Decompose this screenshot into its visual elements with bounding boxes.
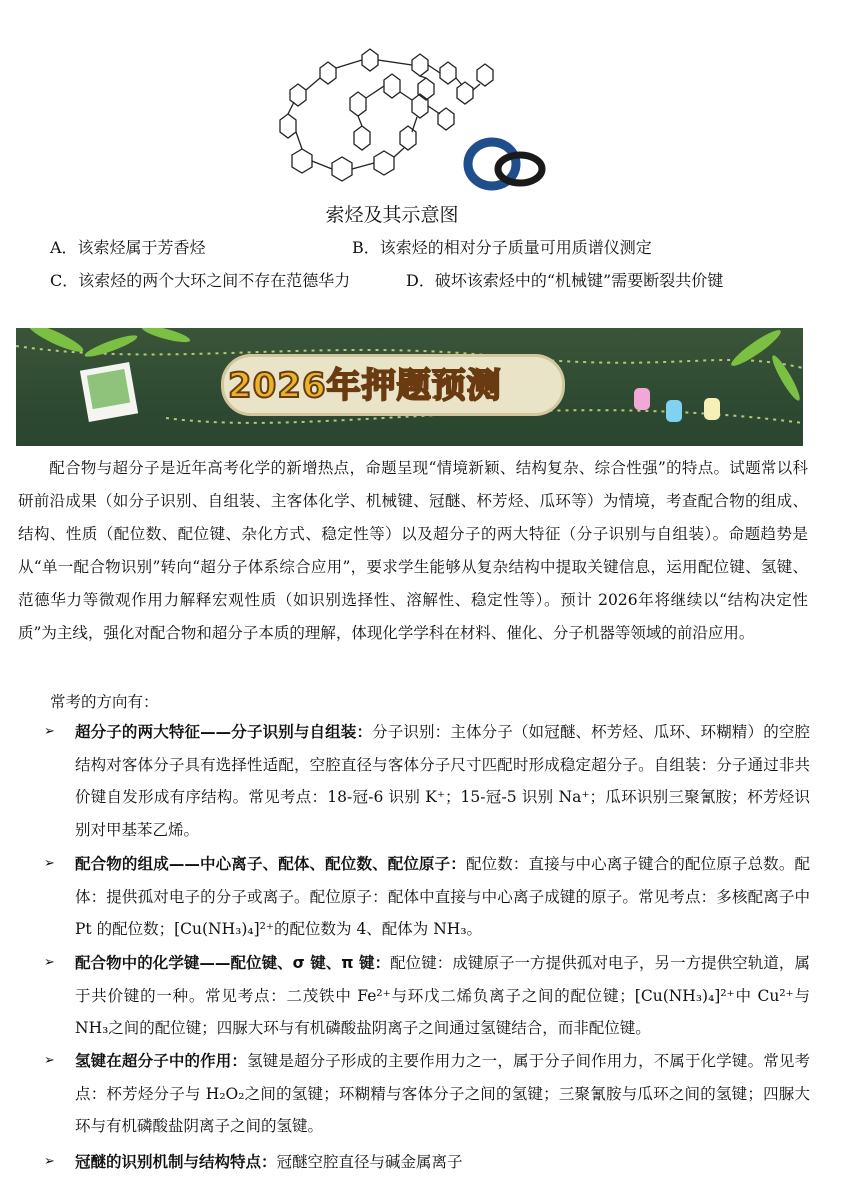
option-a: A．该索烃属于芳香烃 (50, 238, 206, 257)
bullet-title: 配合物中的化学键——配位键、σ 键、π 键： (75, 954, 391, 972)
bullet-text: 氢键是超分子形成的主要作用力之一，属于分子间作用力，不属于化学键。常见考点：杯芳烃分子与 H₂O₂之间的氢键；环糊精与客体分子之间的氢键；三聚氰胺与瓜环之间的氢键；四脲大环与有机磷酸盐阴离子之间的氢键。 (75, 1052, 810, 1135)
banner-title: 2026年押题预测 (228, 366, 502, 406)
bullet-title: 超分子的两大特征——分子识别与自组装： (75, 723, 373, 741)
list-item (44, 1146, 810, 1179)
bullet-text: 分子识别：主体分子（如冠醚、杯芳烃、瓜环、环糊精）的空腔结构对客体分子具有选择性适配，空腔直径与客体分子尺寸匹配时形成稳定超分子。自组装：分子通过非共价键自发形成有序结构。常见考点：18-冠-6 识别 K⁺；15-冠-5 识别 Na⁺；瓜环识别三聚氰胺；杯芳烃识别对甲基苯乙烯。 (75, 723, 810, 839)
list-item (44, 716, 810, 846)
bullet-title: 配合物的组成——中心离子、配体、配位数、配位原子： (75, 855, 466, 873)
prediction-banner (16, 328, 803, 446)
bullet-text: 冠醚空腔直径与碱金属离子 (276, 1153, 463, 1171)
bullet-title: 冠醚的识别机制与结构特点： (75, 1153, 277, 1171)
arrow-bullet-icon: ➢ (44, 856, 55, 871)
list-item (44, 947, 810, 1045)
intro-text: 配合物与超分子是近年高考化学的新增热点，命题呈现“情境新颖、结构复杂、综合性强”的特点。试题常以科研前沿成果（如分子识别、自组装、主客体化学、机械键、冠醚、杯芳烃、瓜环等）为情境，考查配合物的组成、结构、性质（配位数、配位键、杂化方式、稳定性等）以及超分子的两大特征（分子识别与自组装）。命题趋势是从“单一配合物识别”转向“超分子体系综合应用”，要求学生能够从复杂结构中提取关键信息，运用配位键、氢键、范德华力等微观作用力解释宏观性质（如识别选择性、溶解性、稳定性等）。预计 2026年将继续以“结构决定性质”为主线，强化对配合物和超分子本质的理解，体现化学学科在材料、催化、分子机器等领域的前沿应用。 (18, 459, 808, 642)
list-item (44, 1045, 810, 1143)
arrow-bullet-icon: ➢ (44, 1053, 55, 1068)
intro-paragraph (18, 452, 808, 650)
bullet-text: 配位数：直接与中心离子键合的配位原子总数。配体：提供孤对电子的分子或离子。配位原子：配体中直接与中心离子成键的原子。常见考点：多核配离子中 Pt 的配位数；[Cu(NH₃)₄]²⁺的配位数为 4、配体为 NH₃。 (75, 855, 810, 938)
figure-caption: 索烃及其示意图 (325, 204, 459, 226)
option-d: D．破坏该索烃中的“机械键”需要断裂共价键 (406, 271, 724, 290)
option-b: B．该索烃的相对分子质量可用质谱仪测定 (352, 238, 652, 257)
arrow-bullet-icon: ➢ (44, 955, 55, 970)
list-item (44, 848, 810, 946)
bullet-text: 配位键：成键原子一方提供孤对电子，另一方提供空轨道，属于共价键的一种。常见考点：二茂铁中 Fe²⁺与环戊二烯负离子之间的配位键；[Cu(NH₃)₄]²⁺中 Cu²⁺与 NH₃之间的配位键；四脲大环与有机磷酸盐阴离子之间通过氢键结合，而非配位键。 (75, 954, 810, 1037)
bullet-title: 氢键在超分子中的作用： (75, 1052, 248, 1070)
section-heading: 常考的方向有： (50, 693, 159, 711)
arrow-bullet-icon: ➢ (44, 1154, 55, 1169)
catenane-structure-diagram (262, 40, 562, 200)
option-c: C．该索烃的两个大环之间不存在范德华力 (50, 271, 351, 290)
catenane-figure (262, 40, 562, 200)
arrow-bullet-icon: ➢ (44, 724, 55, 739)
